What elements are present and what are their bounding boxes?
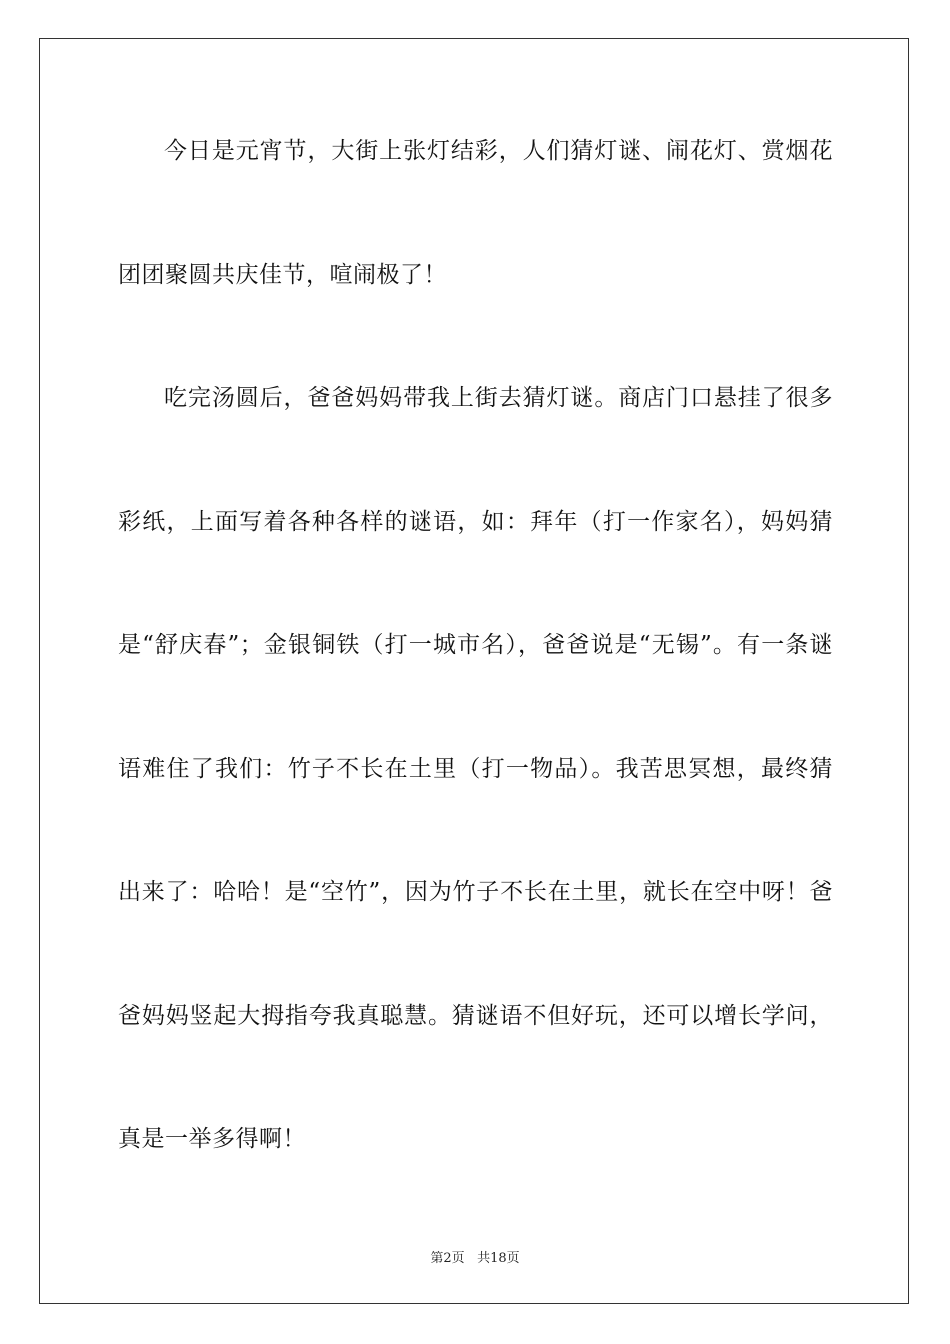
page-number: 第2页 [430, 1251, 465, 1266]
page-footer [0, 1247, 950, 1266]
paragraph-2: 吃完汤圆后，爸爸妈妈带我上街去猜灯谜。商店门口悬挂了很多彩纸，上面写着各种各样的谜语，如：拜年（打一作家名），妈妈猜是“舒庆春”；金银铜铁（打一城市名），爸爸说是“无锡”。有一条谜语难住了我们：竹子不长在土里（打一物品）。我苦思冥想，最终猜出来了：哈哈！是“空竹”，因为竹子不长在土里，就长在空中呀！爸爸妈妈竖起大拇指夸我真聪慧。猜谜语不但好玩，还可以增长学问，真是一举多得啊！ [118, 385, 833, 1152]
page-total: 共18页 [477, 1251, 520, 1266]
paragraph-1: 今日是元宵节，大街上张灯结彩，人们猜灯谜、闹花灯、赏烟花团团聚圆共庆佳节，喧闹极了！ [118, 138, 833, 288]
